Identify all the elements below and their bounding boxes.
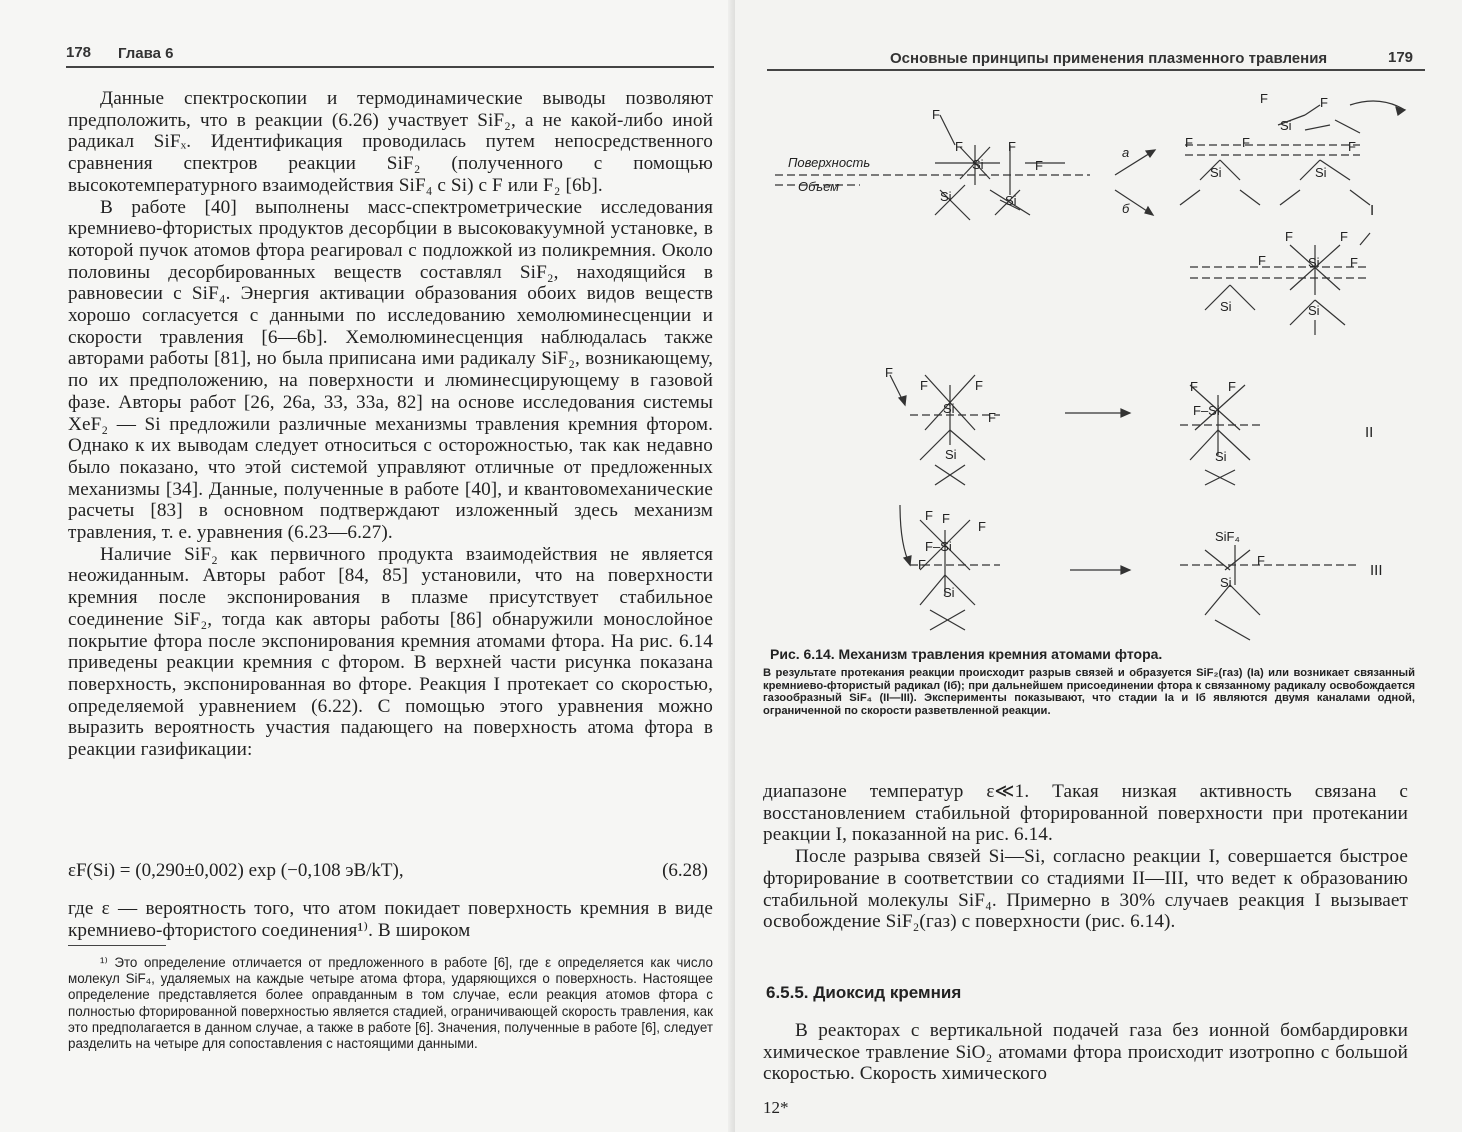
atom-f-si: F–Si [925,539,952,554]
footnote [68,955,713,1052]
branch-b-label: б [1122,201,1130,216]
paragraph: В работе [40] выполнены масс-спектрометрические исследования кремниево-фтористых продуктов десорбции в высоковакуумной установке, в которой пучок атомов фтора реагировал с подложкой из поликремния. Около половины десорбированных веществ составлял SiF₂, находящийся в равновесии с SiF₄. Энергия активации образования обоих видов веществ хорошо согласуется с данными по исследованию хемолюминесценции и скорости травления [6—6b]. Хемолюминесценция наблюдалась также авторами работы [81], но была приписана ими радикалу SiF₂, возникающему, по их предположению, на поверхности и люминесцирующему в газовой фазе. Авторы работ [26, 26a, 33, 33a, 82] на основе исследования системы XeF₂ — Si предложили различные механизмы травления кремния фтором. Однако к их выводам следует относиться с осторожностью, так как недавно было показано, что этой системой управляют отличные от предложенных механизмы [34]. Данные, полученные в работе [40], и квантовомеханические расчеты [83] в основном подтверждают изложенный здесь механизм травления, т. е. уравнения (6.23—6.27). [68,196,713,544]
equation-6-28 [68,859,708,883]
label-bulk: Объем [798,179,840,194]
atom-f: F [1242,135,1250,150]
atom-si: Si [972,157,984,172]
atom-f: F [978,519,986,534]
atom-f-si: F–Si [1193,403,1220,418]
atom-f: F [1258,253,1266,268]
atom-f: F [1285,229,1293,244]
formula-text: εF(Si) = (0,290±0,002) exp (−0,108 эВ/kT), [68,860,404,881]
paragraph: После разрыва связей Si—Si, согласно реакции I, совершается быстрое фторирование в соответствии со стадиями II—III, что ведет к образованию стабильной молекулы SiF₄. Примерно в 30% случаев реакция I вызывает освобождение SiF₂(газ) с поверхности (рис. 6.14). [763,846,1408,933]
atom-f: F [1190,379,1198,394]
stage-i-label: I [1370,202,1375,219]
atom-si: Si [1308,303,1320,318]
atom-f: F [955,139,963,154]
stage-ii-label: II [1365,424,1374,441]
footnote-text: ¹⁾ Это определение отличается от предложенного в работе [6], где ε определяется как число молекул SiF₄, удаляемых на каждые четыре атома фтора, ударяющихся о поверхность. Настоящее определение представляется более оправданным в том случае, если реакция атомов фтора с полностью фторированной поверхностью является стадией, ограничивающей скорость травления, как это предполагается в данном случае, а также в работе [6]. Значения, полученные в работе [6], следует разделить на четыре для сопоставления с настоящими данными. [68,955,713,1052]
atom-f: F [1348,139,1356,154]
atom-f: F [925,508,933,523]
atom-f: F [1228,379,1236,394]
atom-si: Si [943,585,955,600]
label-surface: Поверхность [788,155,871,170]
atom-si: Si [1315,165,1327,180]
atom-si: Si [1210,165,1222,180]
atom-f: F [1260,91,1268,106]
atom-si: Si [1005,193,1017,208]
figure-caption-title: Рис. 6.14. Механизм травления кремния атомами фтора. [770,646,1163,662]
atom-f: F [932,107,940,122]
section-heading: 6.5.5. Диоксид кремния [766,983,962,1002]
footnote-rule [68,945,166,946]
left-header-rule [66,66,714,68]
atom-f: F [885,365,893,380]
atom-f: F [1350,255,1358,270]
atom-si: Si [1308,255,1320,270]
atom-f: F [942,511,950,526]
right-section-text [763,1020,1408,1085]
atom-si: Si [1220,299,1232,314]
atom-si: Si [940,189,952,204]
paragraph: Наличие SiF₂ как первичного продукта взаимодействия не является неожиданным. Авторы работ [84, 85] установили, что на поверхности кремния после экспонирования в плазме присутствует стабильное соединение SiF₂, тогда как авторы работы [86] обнаружили монослойное покрытие фтора после экспонирования кремния атомами фтора. На рис. 6.14 приведены реакции кремния с фтором. В верхней части рисунка показана поверхность, экспонированная во фторе. Реакция I протекает со скоростью, определяемой уравнением (6.22). С помощью этого уравнения можно выразить вероятность участия падающего на поверхность атома фтора в реакции газификации: [68,543,713,761]
paragraph: В реакторах с вертикальной подачей газа без ионной бомбардировки химическое травление SiO₂ атомами фтора происходит изотропно с большой скоростью. Скорость химического [763,1020,1408,1085]
atom-si: Si [943,401,955,416]
atom-si: Si [1220,575,1232,590]
atom-f: F [1257,553,1265,568]
right-main-text [763,781,1408,933]
stage-iii-label: III [1370,562,1383,579]
left-page-number: 178 [66,44,92,61]
paragraph: где ε — вероятность того, что атом покидает поверхность кремния в виде кремниево-фтористого соединения¹⁾. В широком [68,898,713,941]
left-main-text [68,88,713,761]
figure-caption-text: В результате протекания реакции происходит разрыв связей и образуется SiF₂(газ) (Iа) или возникает связанный кремниево-фтористый радикал (Iб); при дальнейшем присоединении фтора к связанному радикалу освобождается газообразный SiF₄ (II—III). Эксперименты показывают, что стадии Iа и Iб являются двумя каналами одной, ограниченной по скорости разветвленной реакции. [763,667,1415,717]
branch-a-label: а [1122,145,1130,160]
left-running-head: Глава 6 [118,45,174,62]
atom-f: F [1008,139,1016,154]
right-page-number: 179 [1388,49,1414,66]
atom-f: F [1320,95,1328,110]
atom-f: F [918,557,926,572]
atom-si: Si [945,447,957,462]
signature-mark: 12* [763,1098,789,1117]
product-sif4: SiF₄ [1215,529,1240,544]
paragraph: диапазоне температур ε≪1. Такая низкая активность связана с восстановлением стабильной фторированной поверхности при протекании реакции I, показанной на рис. 6.14. [763,781,1408,846]
atom-f: F [1035,158,1043,173]
formula-number: (6.28) [662,860,708,881]
figure-6-14 [760,85,1430,645]
paragraph: Данные спектроскопии и термодинамические выводы позволяют предположить, что в реакции (6.26) участвует SiF₂, а не какой-либо иной радикал SiFₓ. Идентификация проводилась путем непосредственного сравнения спектров реакции SiF₂ (полученного с помощью высокотемпературного взаимодействия SiF₄ с Si) с F или F₂ [6b]. [68,88,713,196]
atom-f: F [975,378,983,393]
right-running-head: Основные принципы применения плазменного травления [890,50,1328,67]
atom-f: F [1340,229,1348,244]
atom-f: F [988,410,996,425]
right-header-rule [767,69,1425,71]
atom-f: F [920,378,928,393]
left-after-formula [68,898,713,941]
atom-f: F [1185,135,1193,150]
atom-si: Si [1280,118,1292,133]
atom-si: Si [1215,449,1227,464]
